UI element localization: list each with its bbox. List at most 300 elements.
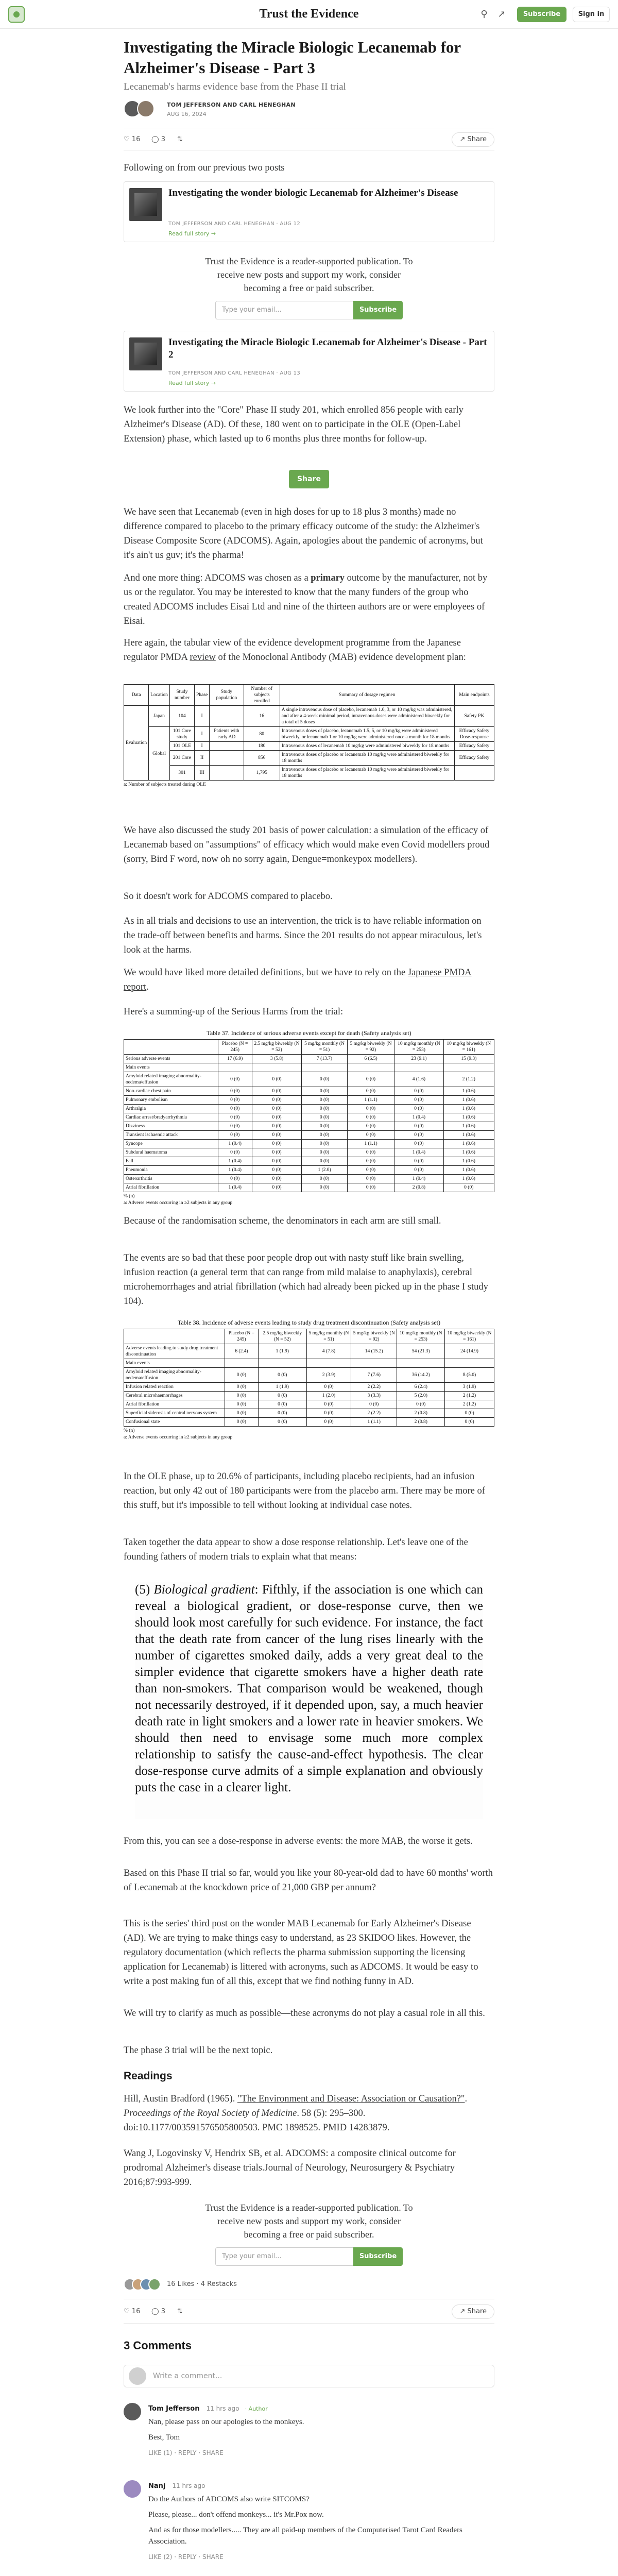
table-cell: 0 (0) xyxy=(225,1392,259,1400)
table-cell: 0 (0) xyxy=(347,1113,394,1122)
embed-meta: TOM JEFFERSON AND CARL HENEGHAN · AUG 12 xyxy=(168,221,300,227)
table-38 xyxy=(124,1329,494,1427)
reference-link[interactable]: "The Environment and Disease: Association or Causation?" xyxy=(237,2094,465,2104)
table-cell: III xyxy=(195,766,210,781)
comment xyxy=(124,2403,494,2470)
table-cell: 104 xyxy=(169,706,194,727)
table-cell: 1 (0.4) xyxy=(218,1140,252,1148)
sign-in-button[interactable]: Sign in xyxy=(573,7,610,22)
table-cell: 2 (0.8) xyxy=(397,1409,445,1418)
email-input[interactable]: Type your email... xyxy=(215,2247,353,2266)
table-cell: 0 (0) xyxy=(306,1418,351,1427)
subscribe-promo-footer xyxy=(124,2201,494,2268)
table-cell: Efficacy Safety xyxy=(454,742,494,751)
quote-heading: Biological gradient xyxy=(153,1583,255,1597)
hill-criteria-quote-image xyxy=(135,1582,483,1819)
table-row xyxy=(124,1105,494,1113)
post-actions-bar-footer xyxy=(124,2299,494,2324)
table-cell xyxy=(258,1359,306,1368)
table-cell xyxy=(347,1063,394,1072)
table-cell: 15 (9.3) xyxy=(443,1055,494,1063)
table-cell xyxy=(443,1063,494,1072)
publication-title[interactable]: Trust the Evidence xyxy=(259,7,359,21)
promo-text: Trust the Evidence is a reader-supported publication. To receive new posts and support my work, consider becoming a free or paid subscriber. xyxy=(205,2202,413,2240)
table-cell: 101 Core study xyxy=(169,727,194,742)
table-cell: 0 (0) xyxy=(351,1400,397,1409)
embedded-post-card[interactable] xyxy=(124,181,494,242)
table-38-image xyxy=(124,1319,494,1450)
table-cell: 1 (0.6) xyxy=(443,1148,494,1157)
table-cell: Cardiac arrest/bradyarrhythmia xyxy=(124,1113,218,1122)
table-caption: Table 37. Incidence of serious adverse events except for death (Safety analysis set) xyxy=(207,1029,411,1037)
promo-text: Trust the Evidence is a reader-supported publication. To receive new posts and support my work, consider becoming a free or paid subscriber. xyxy=(205,256,413,293)
table-cell: 1,795 xyxy=(244,766,280,781)
table-header-cell: Placebo (N = 245) xyxy=(218,1040,252,1055)
table-header-cell: Number of subjects enrolled xyxy=(244,685,280,706)
comment-actions[interactable]: LIKE (1) · REPLY · SHARE xyxy=(148,2449,224,2456)
embed-thumbnail xyxy=(129,188,162,221)
table-cell xyxy=(210,751,244,766)
table-cell: 6 (6.5) xyxy=(347,1055,394,1063)
table-cell: 0 (0) xyxy=(252,1166,302,1175)
table-cell: 0 (0) xyxy=(445,1418,494,1427)
text-run-bold: primary xyxy=(311,573,345,583)
table-row xyxy=(124,1087,494,1096)
table-row xyxy=(124,1359,494,1368)
table-cell: 0 (0) xyxy=(252,1105,302,1113)
table-cell: 0 (0) xyxy=(347,1087,394,1096)
pmda-evidence-table xyxy=(124,684,494,781)
table-cell: 3 (3.3) xyxy=(351,1392,397,1400)
paragraph: The events are so bad that these poor people drop out with nasty stuff like brain swelling, infusion reaction (a general term that can range from mild malaise to anaphylaxis), cerebral microhemorrhages and atrial fibrillation (which had already been picked up in the phase I study 104). xyxy=(124,1253,488,1307)
byline xyxy=(124,100,494,121)
table-cell: Main events xyxy=(124,1063,218,1072)
table-header-cell xyxy=(124,1329,225,1344)
table-cell: 0 (0) xyxy=(218,1096,252,1105)
table-cell: Pneumonia xyxy=(124,1166,218,1175)
table-cell: 5 (2.0) xyxy=(397,1392,445,1400)
table-cell xyxy=(252,1063,302,1072)
share-label: Share xyxy=(467,2308,487,2315)
table-cell: 0 (0) xyxy=(443,1183,494,1192)
table-header-cell: 5 mg/kg biweekly (N = 92) xyxy=(347,1040,394,1055)
table-cell: 0 (0) xyxy=(302,1175,347,1183)
table-cell: Safety PK xyxy=(454,706,494,727)
table-cell: 0 (0) xyxy=(347,1175,394,1183)
embed-meta: TOM JEFFERSON AND CARL HENEGHAN · AUG 13 xyxy=(168,370,300,376)
comment-icon: ◯ xyxy=(151,2308,159,2315)
table-cell: 1 (1.9) xyxy=(258,1383,306,1392)
table-cell: 0 (0) xyxy=(302,1105,347,1113)
user-avatar xyxy=(129,2367,146,2385)
table-cell: Osteoarthritis xyxy=(124,1175,218,1183)
table-cell: 0 (0) xyxy=(347,1072,394,1087)
table-cell: 2 (3.9) xyxy=(306,1368,351,1383)
like-button[interactable] xyxy=(124,133,140,146)
paragraph xyxy=(124,636,494,665)
table-cell xyxy=(351,1359,397,1368)
table-cell: 0 (0) xyxy=(218,1113,252,1122)
table-cell: I xyxy=(195,742,210,751)
table-cell: 24 (14.9) xyxy=(445,1344,494,1359)
table-cell: 2 (1.2) xyxy=(445,1392,494,1400)
table-row xyxy=(124,1096,494,1105)
post-date: AUG 16, 2024 xyxy=(167,111,207,117)
table-cell: 2 (1.2) xyxy=(445,1400,494,1409)
comment-actions[interactable]: LIKE (2) · REPLY · SHARE xyxy=(148,2553,224,2561)
share-button[interactable] xyxy=(452,132,494,147)
embed-title[interactable]: Investigating the wonder biologic Lecanemab for Alzheimer's Disease xyxy=(168,188,458,198)
embed-thumbnail xyxy=(129,337,162,370)
post-subtitle: Lecanemab's harms evidence base from the Phase II trial xyxy=(124,81,346,92)
table-cell: 1 (0.4) xyxy=(394,1113,443,1122)
table-cell: 1 (0.6) xyxy=(443,1175,494,1183)
table-cell: 2 (1.2) xyxy=(443,1072,494,1087)
table-cell: I xyxy=(195,706,210,727)
table-cell: Intravenous doses of lecanemab 10 mg/kg were administered biweekly for 18 months xyxy=(280,742,454,751)
share-icon[interactable]: ↗ xyxy=(497,9,506,20)
table-cell: 0 (0) xyxy=(394,1166,443,1175)
table-cell: 0 (0) xyxy=(302,1113,347,1122)
table-cell: 0 (0) xyxy=(218,1175,252,1183)
text-run: . xyxy=(465,2094,468,2104)
embed-title[interactable]: Investigating the Miracle Biologic Lecanemab for Alzheimer's Disease - Part 2 xyxy=(168,337,487,360)
table-cell: 1 (0.4) xyxy=(218,1157,252,1166)
table-cell: 0 (0) xyxy=(258,1418,306,1427)
table-cell: 1 (0.4) xyxy=(218,1183,252,1192)
reference-item: Wang J, Logovinsky V, Hendrix SB, et al. ADCOMS: a composite clinical outcome for prodromal Alzheimer's disease trials.Journal of Neurology, Neurosurgery & Psychiatry 2016;87:993-999. xyxy=(124,2148,456,2188)
table-cell: 0 (0) xyxy=(302,1087,347,1096)
table-header-cell: Phase xyxy=(195,685,210,706)
table-cell: 1 (0.6) xyxy=(443,1122,494,1131)
table-header-cell xyxy=(124,1040,218,1055)
table-cell: 16 xyxy=(244,706,280,727)
table-cell: Non-cardiac chest pain xyxy=(124,1087,218,1096)
comment-count: 3 xyxy=(161,135,165,143)
likes-restacks-count[interactable]: 16 Likes · 4 Restacks xyxy=(167,2280,237,2288)
text-run: Here again, the tabular view of the evidence development programme from the Japanese regulator PMDA xyxy=(124,638,461,663)
read-full-story-link[interactable]: Read full story → xyxy=(168,380,216,386)
table-cell: 4 (7.8) xyxy=(306,1344,351,1359)
pmda-evidence-table-image xyxy=(124,684,494,810)
table-cell xyxy=(210,766,244,781)
table-footnote: % (n) xyxy=(124,1194,135,1199)
table-cell: 1 (1.9) xyxy=(258,1344,306,1359)
table-cell: 2 (2.2) xyxy=(351,1409,397,1418)
quote-text xyxy=(135,1582,483,1796)
table-row xyxy=(124,1418,494,1427)
table-cell: 17 (6.9) xyxy=(218,1055,252,1063)
table-cell: Subdural haematoma xyxy=(124,1148,218,1157)
table-cell: 7 (13.7) xyxy=(302,1055,347,1063)
subscribe-promo xyxy=(124,255,494,321)
likes-summary xyxy=(124,2277,494,2293)
table-cell: 0 (0) xyxy=(218,1131,252,1140)
paragraph: This is the series' third post on the wonder MAB Lecanemab for Early Alzheimer's Disease (AD). We are trying to make things easy to understand, as 23 SKIDOO likes. However, the regulatory documentation (which reflects the pharma submission supporting the licensing application for Lecanemab) is littered with acronyms, such as ADCOMS. It would be easy to write a post making fun of all this, except that we find nothing funny in AD. xyxy=(124,1919,478,1987)
table-cell: 0 (0) xyxy=(225,1418,259,1427)
table-cell xyxy=(445,1359,494,1368)
comment-icon: ◯ xyxy=(151,135,159,143)
table-footnote: a: Adverse events occurring in ≥2 subjects in any group xyxy=(124,1435,233,1440)
heart-icon: ♡ xyxy=(124,2308,130,2315)
share-button[interactable]: Share xyxy=(289,470,329,488)
table-cell: 0 (0) xyxy=(302,1183,347,1192)
subscribe-button[interactable]: Subscribe xyxy=(353,2247,403,2266)
table-cell: 1 (0.4) xyxy=(394,1148,443,1157)
table-cell: 0 (0) xyxy=(306,1409,351,1418)
table-cell: Japan xyxy=(149,706,170,727)
table-cell: 1 (1.1) xyxy=(351,1418,397,1427)
table-header-cell: Placebo (N = 245) xyxy=(225,1329,259,1344)
table-cell: 0 (0) xyxy=(252,1157,302,1166)
paragraph: In the OLE phase, up to 20.6% of participants, including placebo recipients, had an infusion reaction, but only 42 out of 180 participants were from the placebo arm. There may be more of this stuff, but it's impossible to tell without looking at individual case notes. xyxy=(124,1471,485,1511)
commenter-name[interactable]: Tom Jefferson xyxy=(148,2405,200,2413)
table-cell xyxy=(394,1063,443,1072)
table-cell: Dizziness xyxy=(124,1122,218,1131)
pmda-report-link[interactable]: Japanese PMDA report xyxy=(124,968,472,992)
table-cell: 54 (21.3) xyxy=(397,1344,445,1359)
author-avatar[interactable] xyxy=(137,100,154,117)
commenter-name[interactable]: Nanj xyxy=(148,2482,166,2490)
table-row xyxy=(124,1072,494,1087)
table-row xyxy=(124,1344,494,1359)
table-cell: Superficial siderosis of central nervous system xyxy=(124,1409,225,1418)
table-cell: Main events xyxy=(124,1359,225,1368)
table-header-cell: 2.5 mg/kg biweekly (N = 52) xyxy=(252,1040,302,1055)
table-cell: Efficacy Safety Dose-response xyxy=(454,727,494,742)
table-cell: 1 (1.1) xyxy=(347,1096,394,1105)
table-cell xyxy=(397,1359,445,1368)
table-cell: 0 (0) xyxy=(302,1140,347,1148)
table-cell: 14 (15.2) xyxy=(351,1344,397,1359)
table-row xyxy=(124,1175,494,1183)
table-footnote: a: Adverse events occurring in ≥2 subjects in any group xyxy=(124,1200,233,1206)
table-cell: 0 (0) xyxy=(252,1175,302,1183)
text-run: And one more thing: ADCOMS was chosen as a xyxy=(124,573,311,583)
table-cell: Cerebral microhaemorrhages xyxy=(124,1392,225,1400)
comment-time[interactable]: 11 hrs ago xyxy=(206,2405,239,2412)
table-row xyxy=(124,1157,494,1166)
table-cell: A single intravenous dose of placebo, lecanemab 1.0, 3, or 10 mg/kg was administered, and after a 4-week minimal period, intravenous doses were administered biweekly for a total of 5 doses xyxy=(280,706,454,727)
table-cell xyxy=(302,1063,347,1072)
table-cell: 6 (2.4) xyxy=(397,1383,445,1392)
table-cell: 0 (0) xyxy=(302,1096,347,1105)
table-cell: Intravenous doses of placebo or lecanemab 10 mg/kg were administered biweekly for 18 months xyxy=(280,751,454,766)
table-row xyxy=(124,1063,494,1072)
paragraph: The phase 3 trial will be the next topic. xyxy=(124,2045,273,2056)
comment-text: And as for those modellers..... They are all paid-up members of the Computerised Tarot Card Readers Association. xyxy=(148,2526,462,2546)
text-run: We would have liked more detailed definitions, but we have to rely on the xyxy=(124,968,408,978)
heart-icon: ♡ xyxy=(124,135,130,143)
table-cell: II xyxy=(195,751,210,766)
table-cell: Amyloid related imaging abnormality-oedema/effusion xyxy=(124,1072,218,1087)
post-title: Investigating the Miracle Biologic Lecanemab for Alzheimer's Disease - Part 3 xyxy=(124,38,461,77)
table-row xyxy=(124,1400,494,1409)
comment-text: Do the Authors of ADCOMS also write SITCOMS? xyxy=(148,2495,310,2503)
paragraph: We have also discussed the study 201 basis of power calculation: a simulation of the efficacy of Lecanemab based on "assumptions" of efficacy which would make even Covid modellers proud (sorry, Bird F word, now oh no sorry again, Dengue=monkeypox modellers). xyxy=(124,825,490,865)
text-run: . 58 (5): 295–300. doi:10.1177/003591576505800503. PMC 1898525. PMID 14283879. xyxy=(124,2108,390,2133)
table-header-cell: 5 mg/kg monthly (N = 51) xyxy=(302,1040,347,1055)
table-cell: Serious adverse events xyxy=(124,1055,218,1063)
share-label: Share xyxy=(467,135,487,143)
table-cell: 0 (0) xyxy=(394,1140,443,1148)
comment-button[interactable] xyxy=(151,133,165,146)
table-cell: 101 OLE xyxy=(169,742,194,751)
table-cell: Evaluation xyxy=(124,706,149,781)
table-37-image xyxy=(124,1029,494,1206)
table-cell: 0 (0) xyxy=(258,1409,306,1418)
subscribe-form xyxy=(215,301,403,319)
restack-button[interactable] xyxy=(177,133,183,146)
text-run: . xyxy=(146,982,149,992)
table-cell: 180 xyxy=(244,742,280,751)
top-navbar xyxy=(0,0,618,29)
comment-time[interactable]: 11 hrs ago xyxy=(172,2482,205,2489)
table-cell: 0 (0) xyxy=(394,1105,443,1113)
pmda-review-link[interactable]: review xyxy=(190,652,216,663)
table-header-cell: 10 mg/kg monthly (N = 253) xyxy=(397,1329,445,1344)
table-cell: 0 (0) xyxy=(347,1131,394,1140)
table-cell: Arthralgia xyxy=(124,1105,218,1113)
table-cell: Fall xyxy=(124,1157,218,1166)
comment-text: Best, Tom xyxy=(148,2433,180,2442)
table-header-cell: Summary of dosage regimen xyxy=(280,685,454,706)
table-cell: 0 (0) xyxy=(306,1400,351,1409)
paragraph: So it doesn't work for ADCOMS compared to placebo. xyxy=(124,891,333,902)
table-cell: 8 (5.0) xyxy=(445,1368,494,1383)
table-cell: 0 (0) xyxy=(258,1400,306,1409)
table-cell: 0 (0) xyxy=(218,1087,252,1096)
table-cell: 2 (2.2) xyxy=(351,1383,397,1392)
table-cell: 0 (0) xyxy=(225,1400,259,1409)
quote-number: (5) xyxy=(135,1583,154,1597)
table-cell: 0 (0) xyxy=(394,1087,443,1096)
post-actions-bar xyxy=(124,128,494,150)
text-run: outcome by the manufacturer, not by us or the regulator. You may be interested to know that the many funders of the group who created ADCOMS includes Eisai Ltd and nine of the thirteen authors are or were employees of Eisai. xyxy=(124,573,488,626)
paragraph: We have seen that Lecanemab (even in high doses for up to 18 plus 3 months) made no difference compared to placebo to the primary efficacy outcome of the study: the Alzheimer's Disease Composite Score (ADCOMS). Again, apologies about the pandemic of acronyms, but it's ain't us guv; it's the pharma! xyxy=(124,507,483,561)
table-header-cell: Main endpoints xyxy=(454,685,494,706)
table-header-cell: Study number xyxy=(169,685,194,706)
table-cell: 80 xyxy=(244,727,280,742)
table-header-cell: 2.5 mg/kg biweekly (N = 52) xyxy=(258,1329,306,1344)
comment xyxy=(124,2480,494,2568)
table-cell: 0 (0) xyxy=(394,1157,443,1166)
table-cell: 1 (2.0) xyxy=(302,1166,347,1175)
text-run: Hill, Austin Bradford (1965). xyxy=(124,2094,237,2104)
paragraph: As in all trials and decisions to use an intervention, the trick is to have reliable information on the trade-off between benefits and harms. Since the 201 results do not appear miraculous, let's look at the harms. xyxy=(124,916,482,955)
table-cell: 1 (0.6) xyxy=(443,1166,494,1175)
table-row xyxy=(124,1368,494,1383)
table-cell: Transient ischaemic attack xyxy=(124,1131,218,1140)
paragraph: We look further into the "Core" Phase II study 201, which enrolled 856 people with early Alzheimer's Disease (AD). Of these, 180 went on to participate in the OLE (Open-Label Extension) phase, which lasted up to 6 months plus three months for follow-up. xyxy=(124,405,464,444)
table-row xyxy=(124,1122,494,1131)
table-cell: 0 (0) xyxy=(347,1157,394,1166)
commenter-avatar[interactable] xyxy=(124,2403,141,2420)
liker-avatar[interactable] xyxy=(148,2278,161,2291)
table-row xyxy=(124,1140,494,1148)
author-names[interactable]: TOM JEFFERSON AND CARL HENEGHAN xyxy=(167,101,296,108)
table-row xyxy=(124,706,494,727)
restack-button[interactable] xyxy=(177,2306,183,2318)
subscribe-button[interactable]: Subscribe xyxy=(517,7,566,22)
table-37 xyxy=(124,1039,494,1192)
intro-paragraph: Following on from our previous two posts xyxy=(124,163,285,173)
table-cell: 0 (0) xyxy=(347,1183,394,1192)
table-cell: 0 (0) xyxy=(252,1096,302,1105)
table-footnote: a: Number of subjects treated during OLE xyxy=(124,782,206,787)
table-cell: 1 (0.6) xyxy=(443,1131,494,1140)
table-row xyxy=(124,1113,494,1122)
table-cell: 0 (0) xyxy=(218,1105,252,1113)
table-cell: 0 (0) xyxy=(225,1383,259,1392)
table-row xyxy=(124,766,494,781)
table-cell: Confusional state xyxy=(124,1418,225,1427)
table-cell: 0 (0) xyxy=(302,1148,347,1157)
readings-heading: Readings xyxy=(124,2070,173,2082)
comment-compose xyxy=(124,2365,494,2387)
table-footnote: % (n) xyxy=(124,1428,135,1433)
table-cell: 2 (0.8) xyxy=(394,1183,443,1192)
comment-input[interactable]: Write a comment... xyxy=(124,2365,494,2387)
comment-button[interactable] xyxy=(151,2306,165,2318)
table-cell: 0 (0) xyxy=(397,1400,445,1409)
table-row xyxy=(124,1409,494,1418)
table-cell: Efficacy Safety xyxy=(454,751,494,766)
table-row xyxy=(124,1392,494,1400)
paragraph xyxy=(124,571,494,629)
table-cell: 1 (0.6) xyxy=(443,1096,494,1105)
table-cell: 0 (0) xyxy=(218,1122,252,1131)
paragraph xyxy=(124,965,494,994)
search-icon[interactable]: ⚲ xyxy=(480,9,488,20)
table-cell: 0 (0) xyxy=(302,1072,347,1087)
table-cell xyxy=(210,742,244,751)
table-cell: 0 (0) xyxy=(347,1122,394,1131)
paragraph: Taken together the data appear to show a dose response relationship. Let's leave one of the founding fathers of modern trials to explain what that means: xyxy=(124,1537,468,1562)
table-row xyxy=(124,1131,494,1140)
table-cell: 1 (0.6) xyxy=(443,1140,494,1148)
table-cell: 0 (0) xyxy=(302,1157,347,1166)
restack-icon: ⇅ xyxy=(177,135,183,143)
table-row xyxy=(124,1148,494,1157)
comment-count: 3 xyxy=(161,2308,165,2315)
email-input[interactable]: Type your email... xyxy=(215,301,353,319)
table-cell: 0 (0) xyxy=(252,1183,302,1192)
commenter-avatar[interactable] xyxy=(124,2480,141,2498)
table-cell: 301 xyxy=(169,766,194,781)
text-run: of the Monoclonal Antibody (MAB) evidence development plan: xyxy=(215,652,466,663)
table-row xyxy=(124,1055,494,1063)
paragraph: Based on this Phase II trial so far, would you like your 80-year-old dad to have 60 months' worth of Lecanemab at the knockdown price of 21,000 GBP per annum? xyxy=(124,1868,493,1893)
table-cell: 0 (0) xyxy=(394,1122,443,1131)
like-button[interactable] xyxy=(124,2306,140,2318)
comment-text: Nan, please pass on our apologies to the monkeys. xyxy=(148,2418,304,2426)
table-cell xyxy=(210,706,244,727)
share-icon: ↗ xyxy=(459,135,466,143)
share-button[interactable] xyxy=(452,2304,494,2319)
subscribe-button[interactable]: Subscribe xyxy=(353,301,403,319)
read-full-story-link[interactable]: Read full story → xyxy=(168,230,216,237)
embedded-post-card[interactable] xyxy=(124,331,494,392)
table-header-row xyxy=(124,1040,494,1055)
table-cell: 1 (0.6) xyxy=(443,1087,494,1096)
table-cell: I xyxy=(195,727,210,742)
table-cell: 0 (0) xyxy=(218,1072,252,1087)
table-cell: 36 (14.2) xyxy=(397,1368,445,1383)
restack-icon: ⇅ xyxy=(177,2308,183,2315)
table-cell: 0 (0) xyxy=(302,1122,347,1131)
table-cell: 0 (0) xyxy=(394,1096,443,1105)
